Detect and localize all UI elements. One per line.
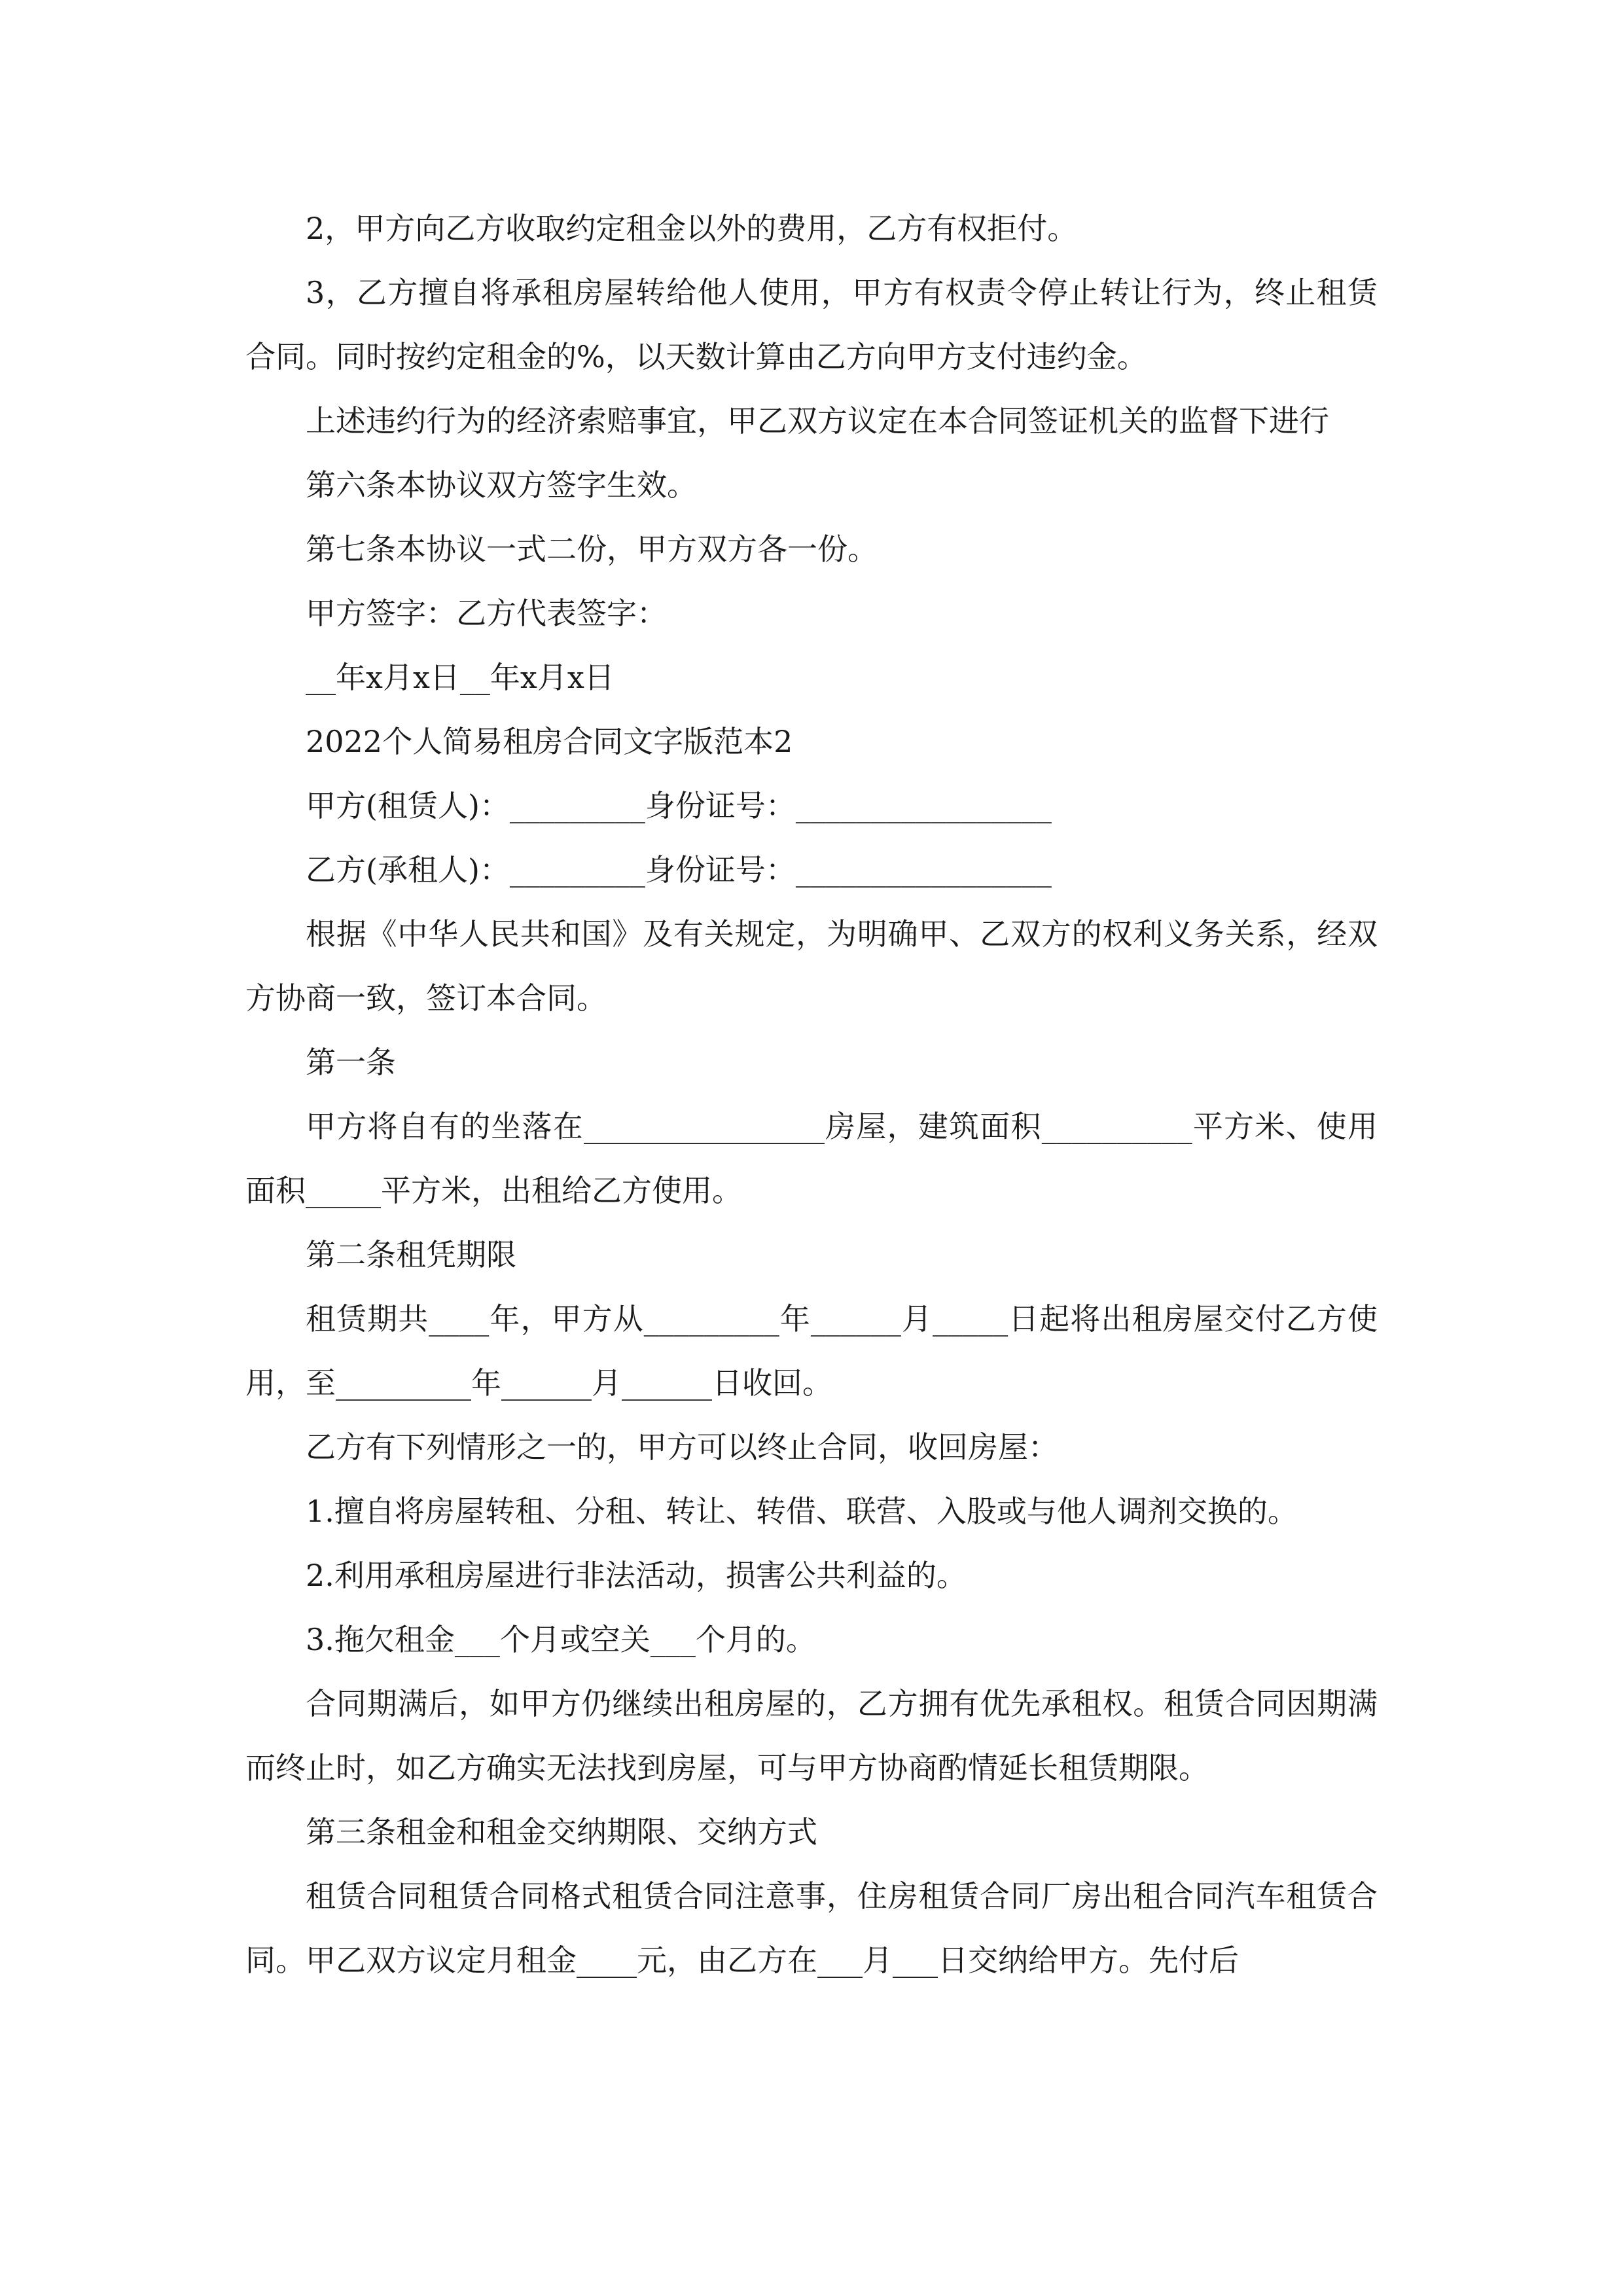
article-3-heading: 第三条租金和租金交纳期限、交纳方式 (306, 1814, 817, 1850)
party-b-line: 乙方(承租人)：_________身份证号：_________________ (306, 852, 1052, 888)
paragraph-article-6: 第六条本协议双方签字生效。 (306, 467, 697, 503)
paragraph-article-1: 甲方将自有的坐落在________________房屋，建筑面积__________平方米、使用面积_____平方米，出租给乙方使用。 (245, 1109, 1378, 1208)
signature-line: 甲方签字：乙方代表签字： (306, 596, 667, 631)
article-2-heading: 第二条租凭期限 (306, 1237, 516, 1272)
document-body (245, 196, 1378, 1992)
paragraph-article-7: 第七条本协议一式二份，甲方双方各一份。 (306, 531, 878, 567)
article-1-heading: 第一条 (306, 1045, 396, 1080)
section-title: 2022个人简易租房合同文字版范本2 (306, 724, 793, 759)
termination-item-3: 3.拖欠租金___个月或空关___个月的。 (306, 1622, 816, 1657)
termination-item-2: 2.利用承租房屋进行非法活动，损害公共利益的。 (306, 1558, 967, 1593)
paragraph-renewal: 合同期满后，如甲方仍继续出租房屋的，乙方拥有优先承租权。租赁合同因期满而终止时，如乙方确实无法找到房屋，可与甲方协商酌情延长租赁期限。 (245, 1686, 1378, 1785)
date-line: __年x月x日__年x月x日 (306, 660, 615, 695)
paragraph-clause-3: 3，乙方擅自将承租房屋转给他人使用，甲方有权责令停止转让行为，终止租赁合同。同时按约定租金的%，以天数计算由乙方向甲方支付违约金。 (245, 275, 1378, 374)
paragraph-termination-intro: 乙方有下列情形之一的，甲方可以终止合同，收回房屋： (306, 1429, 1058, 1465)
paragraph-rent: 租赁合同租赁合同格式租赁合同注意事，住房租赁合同厂房出租合同汽车租赁合同。甲乙双方议定月租金____元，由乙方在___月___日交纳给甲方。先付后 (245, 1878, 1378, 1978)
termination-item-1: 1.擅自将房屋转租、分租、转让、转借、联营、入股或与他人调剂交换的。 (306, 1494, 1298, 1529)
paragraph-lease-term: 租赁期共____年，甲方从_________年______月_____日起将出租房屋交付乙方使用，至_________年______月______日收回。 (245, 1301, 1378, 1401)
party-a-line: 甲方(租赁人)：_________身份证号：_________________ (306, 788, 1052, 823)
paragraph-breach-claims: 上述违约行为的经济索赔事宜，甲乙双方议定在本合同签证机关的监督下进行 (306, 403, 1329, 439)
paragraph-preamble: 根据《中华人民共和国》及有关规定，为明确甲、乙双方的权利义务关系，经双方协商一致，签订本合同。 (245, 916, 1378, 1016)
paragraph-clause-2: 2，甲方向乙方收取约定租金以外的费用，乙方有权拒付。 (306, 211, 1078, 246)
